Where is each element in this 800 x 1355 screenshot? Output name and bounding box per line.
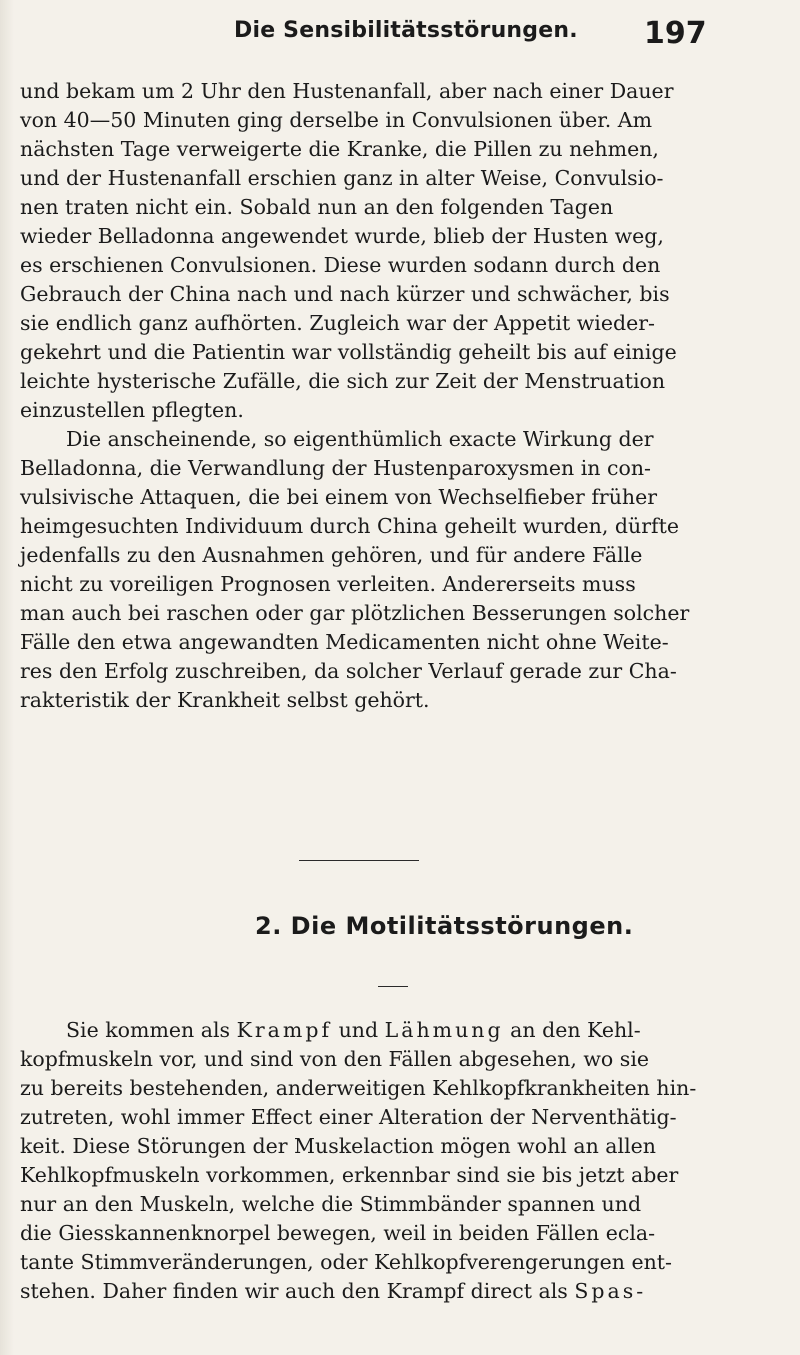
text-line: Fälle den etwa angewandten Medicamenten nicht ohne Weite- (20, 630, 669, 654)
text-line: nen traten nicht ein. Sobald nun an den folgenden Tagen (20, 195, 614, 219)
heading-underline-rule (378, 986, 408, 987)
text-line: nicht zu voreiligen Prognosen verleiten. Andererseits muss (20, 572, 636, 596)
text-run: und (332, 1018, 385, 1042)
text-line: Belladonna, die Verwandlung der Hustenparoxysmen in con- (20, 456, 651, 480)
text-line: rakteristik der Krankheit selbst gehört. (20, 688, 430, 712)
text-line: sie endlich ganz aufhörten. Zugleich war der Appetit wieder- (20, 311, 655, 335)
text-line: keit. Diese Störungen der Muskelaction mögen wohl an allen (20, 1134, 656, 1158)
running-head (0, 16, 800, 52)
text-line: res den Erfolg zuschreiben, da solcher Verlauf gerade zur Cha- (20, 659, 677, 683)
text-line: kopfmuskeln vor, und sind von den Fällen abgesehen, wo sie (20, 1047, 650, 1071)
text-line: von 40—50 Minuten ging derselbe in Convulsionen über. Am (20, 108, 653, 132)
text-line: die Giesskannenknorpel bewegen, weil in beiden Fällen ecla- (20, 1221, 656, 1245)
running-title: Die Sensibilitätsstörungen. (234, 18, 578, 43)
text-line: zutreten, wohl immer Effect einer Alteration der Nerventhätig- (20, 1105, 677, 1129)
text-line: zu bereits bestehenden, anderweitigen Kehlkopfkrankheiten hin- (20, 1076, 697, 1100)
text-line: tante Stimmveränderungen, oder Kehlkopfverengerungen ent- (20, 1250, 672, 1274)
text-line: Gebrauch der China nach und nach kürzer und schwächer, bis (20, 282, 670, 306)
text-line: gekehrt und die Patientin war vollständig geheilt bis auf einige (20, 340, 677, 364)
section-divider-rule (299, 860, 419, 861)
text-line: einzustellen pflegten. (20, 398, 244, 422)
text-line: es erschienen Convulsionen. Diese wurden sodann durch den (20, 253, 661, 277)
page-number: 197 (644, 16, 707, 51)
text-line: nur an den Muskeln, welche die Stimmbänder spannen und (20, 1192, 642, 1216)
text-line (20, 1016, 760, 1045)
spaced-term-laehmung: Lähmung (384, 1018, 504, 1042)
text-line: leichte hysterische Zufälle, die sich zur Zeit der Menstruation (20, 369, 666, 393)
text-block-lower (20, 1016, 760, 1306)
text-line: wieder Belladonna angewendet wurde, blieb der Husten weg, (20, 224, 664, 248)
text-line: und bekam um 2 Uhr den Hustenanfall, aber nach einer Dauer (20, 79, 674, 103)
text-line: und der Hustenanfall erschien ganz in alter Weise, Convulsio- (20, 166, 664, 190)
text-line: jedenfalls zu den Ausnahmen gehören, und für andere Fälle (20, 543, 643, 567)
section-heading: 2. Die Motilitätsstörungen. (255, 912, 634, 940)
text-run: Sie kommen als (66, 1018, 237, 1042)
spaced-term-spas: Spas- (574, 1279, 647, 1303)
text-block-upper (20, 77, 760, 715)
text-line: nächsten Tage verweigerte die Kranke, die Pillen zu nehmen, (20, 137, 659, 161)
text-line: vulsivische Attaquen, die bei einem von Wechselfieber früher (20, 485, 658, 509)
text-run: an den Kehl- (503, 1018, 641, 1042)
text-run: stehen. Daher finden wir auch den Krampf direct als (20, 1279, 575, 1303)
text-line: Kehlkopfmuskeln vorkommen, erkennbar sind sie bis jetzt aber (20, 1163, 679, 1187)
text-line (20, 1277, 760, 1306)
page-gutter-edge (0, 0, 14, 1355)
text-line: Die anscheinende, so eigenthümlich exacte Wirkung der (66, 427, 654, 451)
spaced-term-krampf: Krampf (236, 1018, 333, 1042)
text-line: heimgesuchten Individuum durch China geheilt wurden, dürfte (20, 514, 679, 538)
text-line: man auch bei raschen oder gar plötzlichen Besserungen solcher (20, 601, 690, 625)
